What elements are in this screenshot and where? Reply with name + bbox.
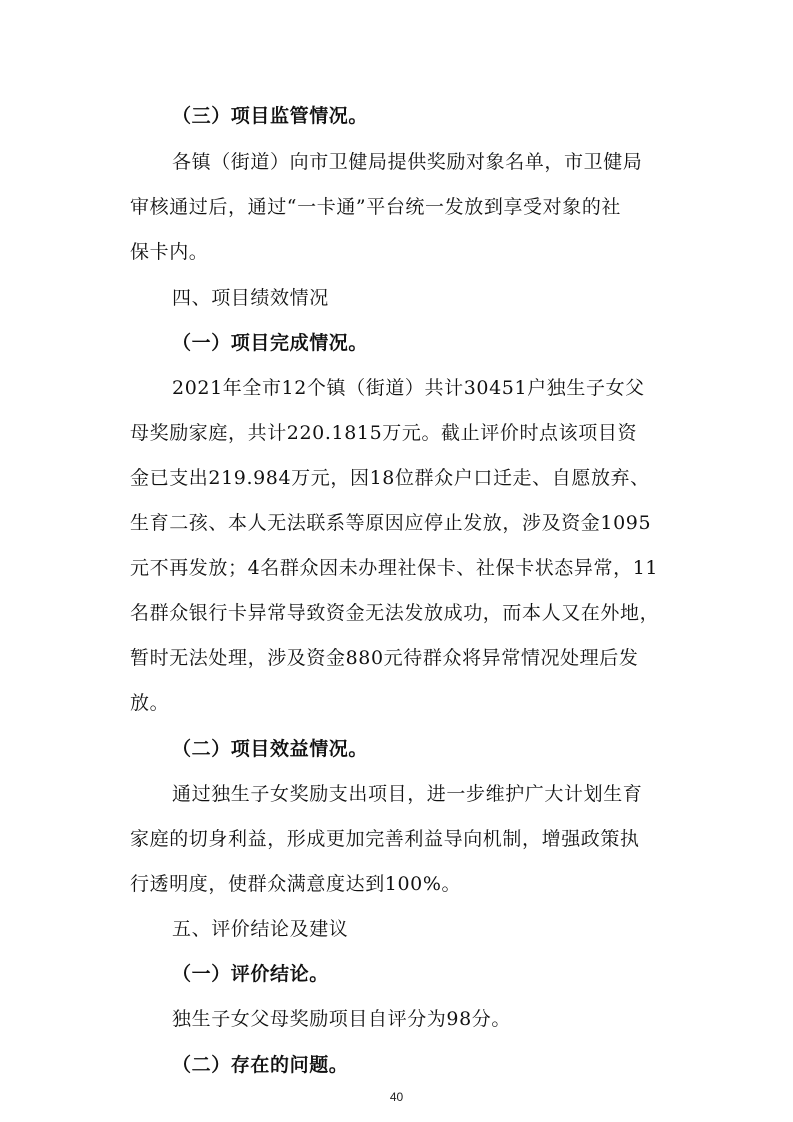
heading-project-benefit: （二）项目效益情况。: [172, 738, 369, 760]
conclusion-text: 独生子女父母奖励项目自评分为98分。: [172, 1008, 511, 1030]
completion-para-line-2: 母奖励家庭，共计220.1815万元。截止评价时点该项目资: [130, 422, 638, 444]
benefit-para-line-2: 家庭的切身利益，形成更加完善利益导向机制，增强政策执: [130, 828, 640, 850]
heading-project-completion: （一）项目完成情况。: [172, 332, 369, 354]
supervision-para-line-2: 审核通过后，通过“一卡通”平台统一发放到享受对象的社: [130, 196, 622, 218]
completion-para-line-4: 生育二孩、本人无法联系等原因应停止发放，涉及资金1095: [130, 512, 652, 534]
completion-para-line-6: 名群众银行卡异常导致资金无法发放成功，而本人又在外地，: [130, 602, 660, 624]
supervision-para-line-3: 保卡内。: [130, 241, 209, 263]
benefit-para-line-3: 行透明度，使群众满意度达到100%。: [130, 873, 462, 895]
heading-existing-problems: （二）存在的问题。: [172, 1054, 349, 1076]
completion-para-line-5: 元不再发放；4名群众因未办理社保卡、社保卡状态异常，11: [130, 557, 659, 579]
completion-para-line-3: 金已支出219.984万元，因18位群众户口迁走、自愿放弃、: [130, 467, 650, 489]
completion-para-line-1: 2021年全市12个镇（街道）共计30451户独生子女父: [172, 377, 645, 399]
section-four-title: 四、项目绩效情况: [172, 287, 329, 309]
supervision-para-line-1: 各镇（街道）向市卫健局提供奖励对象名单，市卫健局: [172, 151, 643, 173]
benefit-para-line-1: 通过独生子女奖励支出项目，进一步维护广大计划生育: [172, 783, 643, 805]
heading-evaluation-conclusion: （一）评价结论。: [172, 963, 329, 985]
section-five-title: 五、评价结论及建议: [172, 918, 349, 940]
page-number: 40: [389, 1090, 404, 1104]
heading-project-supervision: （三）项目监管情况。: [172, 105, 369, 127]
completion-para-line-7: 暂时无法处理，涉及资金880元待群众将异常情况处理后发: [130, 647, 639, 669]
completion-para-line-8: 放。: [130, 692, 170, 714]
